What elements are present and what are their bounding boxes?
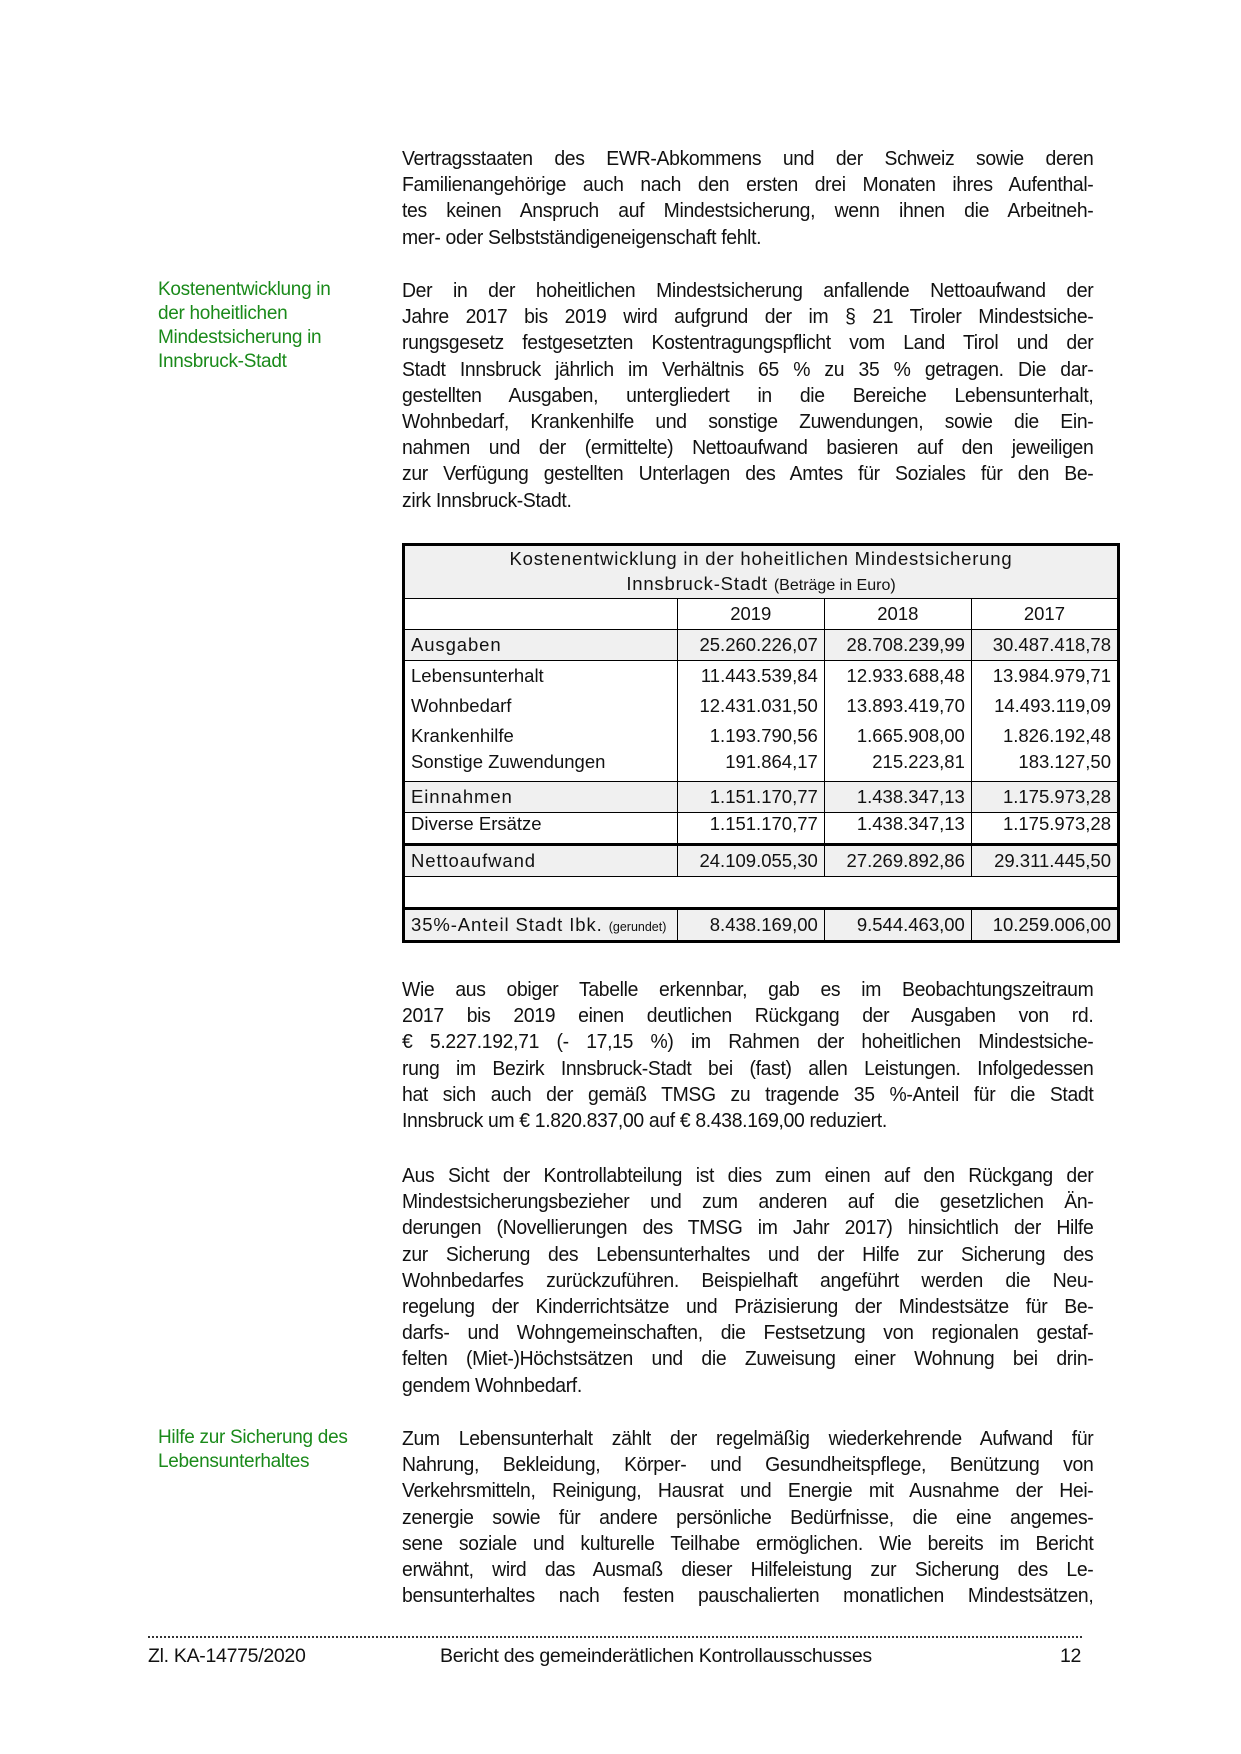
- decline-paragraph: [402, 977, 1093, 1134]
- text-line: Verkehrsmitteln, Reinigung, Hausrat und Energie mit Ausnahme der Hei-: [402, 1480, 1094, 1503]
- text-line: Aus Sicht der Kontrollabteilung ist dies zum einen auf den Rückgang der: [402, 1165, 1094, 1187]
- text-line: felten (Miet-)Höchstsätzen und die Zuweisung einer Wohnung bei drin-: [402, 1348, 1094, 1371]
- table-header-row: [404, 599, 1119, 630]
- text-line: Innsbruck um € 1.820.837,00 auf € 8.438.169,00 reduziert.: [402, 1110, 887, 1133]
- text-line: tes keinen Anspruch auf Mindestsicherung, wenn ihnen die Arbeitneh-: [402, 200, 1094, 223]
- text-line: hat sich auch der gemäß TMSG zu tragende 35 %-Anteil für die Stadt: [402, 1083, 1094, 1106]
- text-line: zur Verfügung gestellten Unterlagen des Amtes für Soziales für den Be-: [402, 463, 1094, 486]
- text-line: darfs- und Wohngemeinschaften, die Festsetzung von regionalen gestaf-: [402, 1322, 1094, 1345]
- text-line: Jahre 2017 bis 2019 wird aufgrund der im § 21 Tiroler Mindestsiche-: [402, 306, 1094, 329]
- text-line: gestellten Ausgaben, untergliedert in die Bereiche Lebensunterhalt,: [402, 384, 1094, 407]
- text-line: Zum Lebensunterhalt zählt der regelmäßig wiederkehrende Aufwand für: [402, 1428, 1094, 1450]
- living-costs-paragraph: [402, 1426, 1093, 1609]
- table-row-lebensunterhalt: Lebensunterhalt 11.443.539,84 12.933.688,48 13.984.979,71: [404, 661, 1119, 692]
- text-line: regelung der Kinderrichtsätze und Präzisierung der Mindestsätze für Be-: [402, 1296, 1094, 1319]
- table-spacer-row: [404, 877, 1119, 909]
- footer-title: Bericht des gemeinderätlichen Kontrollausschusses: [440, 1645, 872, 1667]
- intro-paragraph: [402, 146, 1093, 251]
- text-line: bensunterhaltes nach festen pauschalierten monatlichen Mindestsätzen,: [402, 1585, 1094, 1608]
- margin-note-living-costs: Hilfe zur Sicherung des Lebensunterhaltes: [158, 1427, 348, 1472]
- page-number: 12: [1060, 1645, 1082, 1667]
- footer-reference: Zl. KA-14775/2020: [148, 1645, 306, 1667]
- text-line: zenergie sowie für andere persönliche Bedürfnisse, die eine angemes-: [402, 1506, 1094, 1529]
- text-line: mer- oder Selbstständigeneigenschaft fehlt.: [402, 226, 762, 249]
- table-row-einnahmen: Einnahmen 1.151.170,77 1.438.347,13 1.175.973,28: [404, 782, 1119, 813]
- text-line: nahmen und der (ermittelte) Nettoaufwand basieren auf den jeweiligen: [402, 437, 1094, 460]
- text-line: gendem Wohnbedarf.: [402, 1374, 582, 1397]
- text-line: rung im Bezirk Innsbruck-Stadt bei (fast) allen Leistungen. Infolgedessen: [402, 1057, 1094, 1080]
- text-line: 2017 bis 2019 einen deutlichen Rückgang der Ausgaben von rd.: [402, 1005, 1094, 1028]
- cost-development-table: [402, 543, 1120, 943]
- text-line: zur Sicherung des Lebensunterhaltes und der Hilfe zur Sicherung des: [402, 1243, 1094, 1266]
- reasons-paragraph: [402, 1163, 1093, 1399]
- text-line: rungsgesetz festgesetzten Kostentragungspflicht vom Land Tirol und der: [402, 332, 1094, 355]
- table-row-ausgaben: Ausgaben 25.260.226,07 28.708.239,99 30.487.418,78: [404, 630, 1119, 661]
- table-row-krankenhilfe: Krankenhilfe 1.193.790,56 1.665.908,00 1.826.192,48: [404, 721, 1119, 751]
- cost-paragraph: [402, 278, 1093, 514]
- table-title-row: [404, 545, 1119, 599]
- text-line: erwähnt, wird das Ausmaß dieser Hilfeleistung zur Sicherung des Le-: [402, 1559, 1094, 1582]
- text-line: derungen (Novellierungen des TMSG im Jahr 2017) hinsichtlich der Hilfe: [402, 1217, 1094, 1240]
- footer-divider: [148, 1636, 1082, 1638]
- text-line: zirk Innsbruck-Stadt.: [402, 489, 572, 512]
- table-row-sonstige-zuwendungen: Sonstige Zuwendungen 191.864,17 215.223,81 183.127,50: [404, 751, 1119, 782]
- text-line: Wohnbedarf, Krankenhilfe und sonstige Zuwendungen, sowie die Ein-: [402, 411, 1094, 434]
- margin-note-cost-development: Kostenentwicklung in der hoheitlichen Mindestsicherung in Innsbruck-Stadt: [158, 279, 331, 372]
- text-line: Wie aus obiger Tabelle erkennbar, gab es im Beobachtungszeitraum: [402, 979, 1094, 1001]
- column-header-2019: 2019: [677, 599, 824, 630]
- text-line: Mindestsicherungsbezieher und zum anderen auf die gesetzlichen Än-: [402, 1191, 1094, 1214]
- text-line: Familienangehörige auch nach den ersten drei Monaten ihres Aufenthal-: [402, 174, 1094, 197]
- table-row-diverse-ersaetze: Diverse Ersätze 1.151.170,77 1.438.347,13 1.175.973,28: [404, 813, 1119, 845]
- table-row-anteil-stadt: 35%-Anteil Stadt Ibk. (gerundet) 8.438.169,00 9.544.463,00 10.259.006,00: [404, 909, 1119, 942]
- text-line: Vertragsstaaten des EWR-Abkommens und der Schweiz sowie deren: [402, 148, 1094, 170]
- text-line: Der in der hoheitlichen Mindestsicherung anfallende Nettoaufwand der: [402, 280, 1094, 302]
- text-line: sene soziale und kulturelle Teilhabe ermöglichen. Wie bereits im Bericht: [402, 1532, 1094, 1555]
- table-row-wohnbedarf: Wohnbedarf 12.431.031,50 13.893.419,70 14.493.119,09: [404, 691, 1119, 721]
- text-line: Nahrung, Bekleidung, Körper- und Gesundheitspflege, Benützung von: [402, 1454, 1094, 1477]
- column-header-2018: 2018: [824, 599, 971, 630]
- column-header-2017: 2017: [971, 599, 1118, 630]
- table-row-nettoaufwand: Nettoaufwand 24.109.055,30 27.269.892,86 29.311.445,50: [404, 845, 1119, 877]
- table-title: Kostenentwicklung in der hoheitlichen Mindestsicherung Innsbruck-Stadt (Beträge in Euro): [404, 545, 1119, 599]
- text-line: Stadt Innsbruck jährlich im Verhältnis 65 % zu 35 % getragen. Die dar-: [402, 358, 1094, 381]
- text-line: Wohnbedarfes zurückzuführen. Beispielhaft angeführt werden die Neu-: [402, 1269, 1094, 1292]
- text-line: € 5.227.192,71 (- 17,15 %) im Rahmen der hoheitlichen Mindestsiche-: [402, 1031, 1094, 1054]
